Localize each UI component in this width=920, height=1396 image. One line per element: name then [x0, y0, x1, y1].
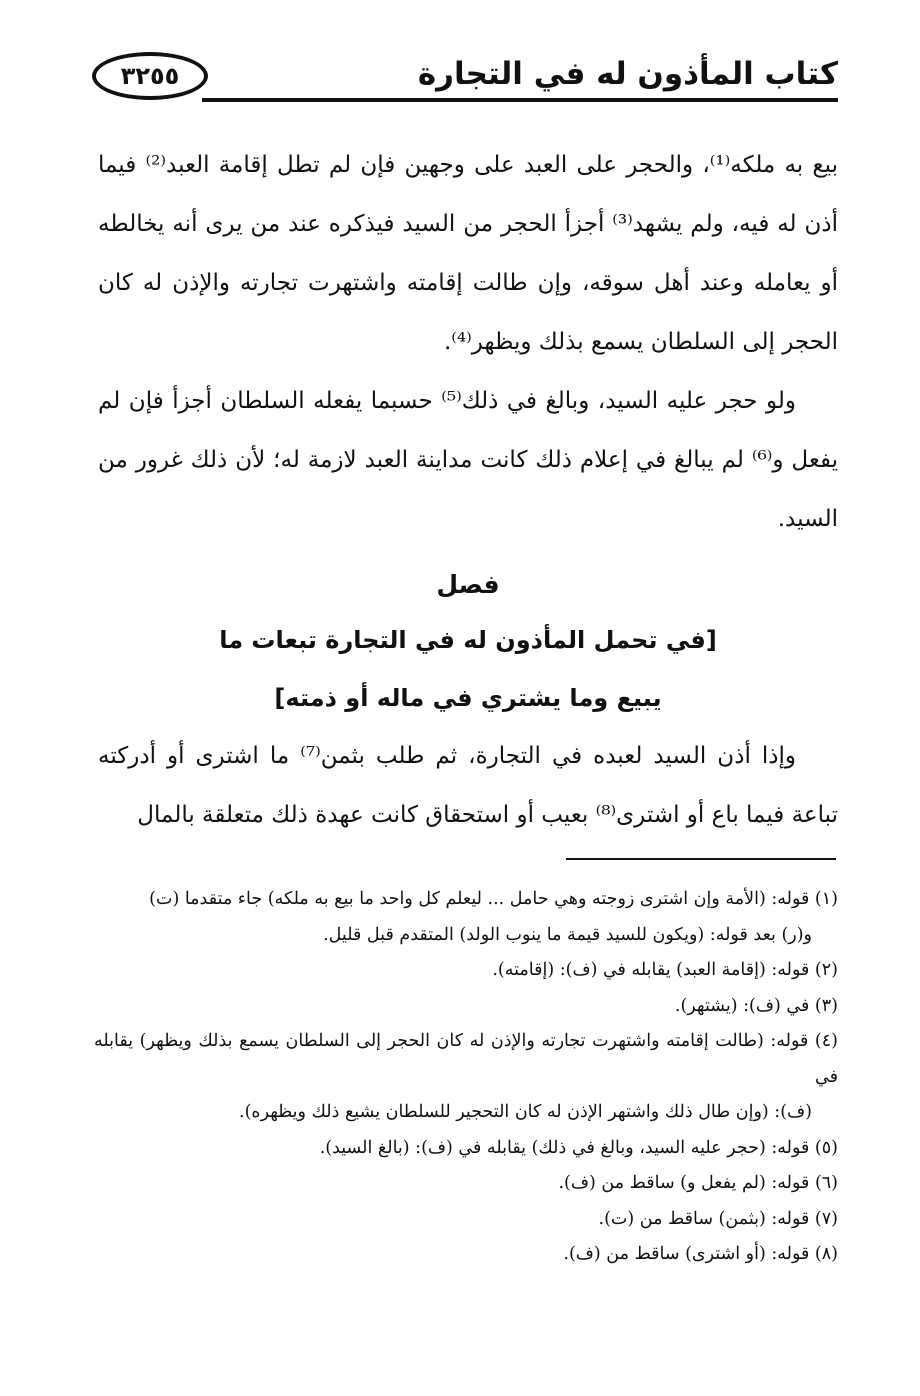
footnotes	[94, 882, 838, 1273]
footnote-1: (١) قوله: (الأمة وإن اشترى زوجته وهي حامل ... ليعلم كل واحد ما بيع به ملكه) جاء متقدما (ت)	[149, 889, 838, 909]
footnote-4-continued: (ف): (وإن طال ذلك واشتهر الإذن له كان التحجير للسلطان يشيع ذلك ويظهره).	[239, 1102, 812, 1122]
footnote-2: (٢) قوله: (إقامة العبد) يقابله في (ف): (إقامته).	[492, 960, 838, 980]
main-text	[98, 136, 838, 845]
footnote-7: (٧) قوله: (بثمن) ساقط من (ت).	[598, 1208, 838, 1229]
section-heading: فصل	[436, 570, 500, 599]
section-subheading-line-1: [في تحمل المأذون له في التجارة تبعات ما	[219, 626, 717, 654]
running-title: كتاب المأذون له في التجارة	[417, 56, 838, 92]
paragraph-3: وإذا أذن السيد لعبده في التجارة، ثم طلب بثمن⁽⁷⁾ ما اشترى أو أدركته تباعة فيما باع أو اشترى⁽⁸⁾ بعيب أو استحقاق كانت عهدة ذلك متعلقة بالمال	[98, 743, 838, 828]
footnote-4: (٤) قوله: (طالت إقامته واشتهرت تجارته والإذن له كان الحجر إلى السلطان يسمع بذلك ويظهر) يقابله في	[94, 1031, 838, 1087]
header-rule	[202, 98, 838, 102]
page-number: ٣٢٥٥	[92, 52, 208, 100]
page-header	[92, 52, 838, 110]
footnote-3: (٣) في (ف): (يشتهر).	[674, 995, 838, 1016]
paragraph-2: ولو حجر عليه السيد، وبالغ في ذلك⁽⁵⁾ حسبما يفعله السلطان أجزأ فإن لم يفعل و⁽⁶⁾ لم يبالغ في إعلام ذلك كانت مداينة العبد لازمة له؛ لأن ذلك غرور من السيد.	[98, 388, 838, 532]
section-subheading-line-2: يبيع وما يشتري في ماله أو ذمته]	[274, 684, 662, 712]
footnote-8: (٨) قوله: (أو اشترى) ساقط من (ف).	[563, 1244, 838, 1264]
footnote-1-continued: و(ر) بعد قوله: (ويكون للسيد قيمة ما ينوب الولد) المتقدم قبل قليل.	[323, 924, 812, 945]
footnote-6: (٦) قوله: (لم يفعل و) ساقط من (ف).	[558, 1173, 838, 1193]
footnote-5: (٥) قوله: (حجر عليه السيد، وبالغ في ذلك) يقابله في (ف): (بالغ السيد).	[319, 1137, 838, 1158]
footnote-separator	[566, 858, 836, 860]
paragraph-1: بيع به ملكه⁽¹⁾، والحجر على العبد على وجهين فإن لم تطل إقامة العبد⁽²⁾ فيما أذن له فيه، ولم يشهد⁽³⁾ أجزأ الحجر من السيد فيذكره عند من يرى أنه يخالطه أو يعامله وعند أهل سوقه، وإن طالت إقامته واشتهرت تجارته والإذن له كان الحجر إلى السلطان يسمع بذلك ويظهر⁽⁴⁾.	[98, 152, 838, 355]
